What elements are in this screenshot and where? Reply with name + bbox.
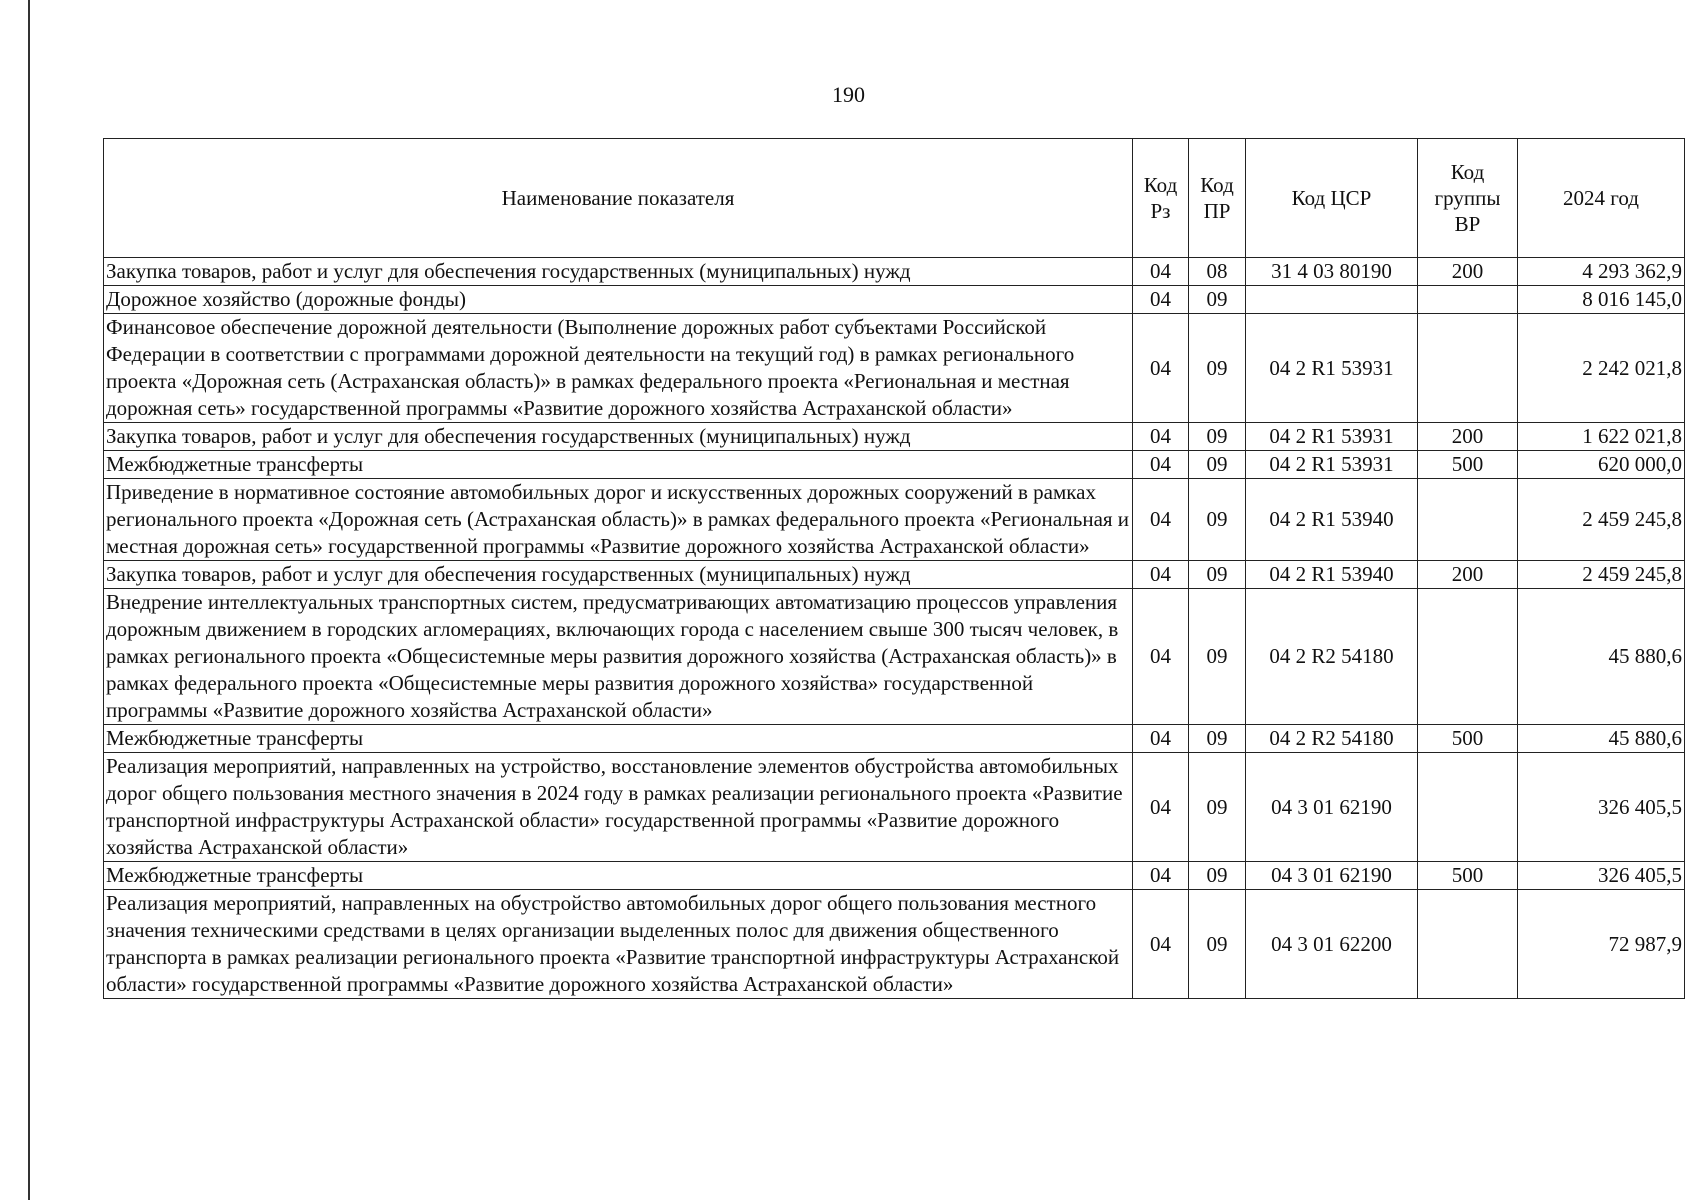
- row-csr: 04 2 R2 54180: [1246, 589, 1418, 725]
- row-csr: 04 2 R1 53931: [1246, 423, 1418, 451]
- table-row: [104, 890, 1685, 999]
- row-vr: 500: [1418, 725, 1518, 753]
- row-csr: 04 2 R1 53940: [1246, 561, 1418, 589]
- row-rz: 04: [1133, 314, 1189, 423]
- row-rz: 04: [1133, 479, 1189, 561]
- header-name: Наименование показателя: [104, 139, 1133, 258]
- row-pr: 09: [1189, 561, 1246, 589]
- row-vr: [1418, 890, 1518, 999]
- row-name: Реализация мероприятий, направленных на устройство, восстановление элементов обустройства автомобильных дорог общего пользования местного значения в 2024 году в рамках реализации регионального проекта «Развитие транспортной инфраструктуры Астраханской области» государственной программы «Развитие дорожного хозяйства Астраханской области»: [104, 753, 1133, 862]
- table-row: [104, 862, 1685, 890]
- row-rz: 04: [1133, 725, 1189, 753]
- row-pr: 09: [1189, 890, 1246, 999]
- row-rz: 04: [1133, 753, 1189, 862]
- row-amount: 1 622 021,8: [1518, 423, 1685, 451]
- row-pr: 09: [1189, 423, 1246, 451]
- row-rz: 04: [1133, 561, 1189, 589]
- row-csr: 04 3 01 62190: [1246, 862, 1418, 890]
- table-row: [104, 589, 1685, 725]
- row-amount: 326 405,5: [1518, 753, 1685, 862]
- row-name: Внедрение интеллектуальных транспортных систем, предусматривающих автоматизацию процессов управления дорожным движением в городских агломерациях, включающих города с населением свыше 300 тысяч человек, в рамках регионального проекта «Общесистемные меры развития дорожного хозяйства (Астраханская область)» в рамках федерального проекта «Общесистемные меры развития дорожного хозяйства» государственной программы «Развитие дорожного хозяйства Астраханской области»: [104, 589, 1133, 725]
- row-name: Финансовое обеспечение дорожной деятельности (Выполнение дорожных работ субъектами Российской Федерации в соответствии с программами дорожной деятельности на текущий год) в рамках регионального проекта «Дорожная сеть (Астраханская область)» в рамках федерального проекта «Региональная и местная дорожная сеть» государственной программы «Развитие дорожного хозяйства Астраханской области»: [104, 314, 1133, 423]
- row-rz: 04: [1133, 862, 1189, 890]
- header-year: 2024 год: [1518, 139, 1685, 258]
- budget-table: [103, 138, 1685, 999]
- header-rz: Код Рз: [1133, 139, 1189, 258]
- table-row: [104, 258, 1685, 286]
- row-pr: 09: [1189, 479, 1246, 561]
- table-row: [104, 423, 1685, 451]
- row-vr: [1418, 589, 1518, 725]
- row-vr: 200: [1418, 561, 1518, 589]
- row-csr: 04 2 R2 54180: [1246, 725, 1418, 753]
- row-amount: 2 459 245,8: [1518, 479, 1685, 561]
- row-csr: 04 2 R1 53931: [1246, 314, 1418, 423]
- row-name: Дорожное хозяйство (дорожные фонды): [104, 286, 1133, 314]
- row-vr: 200: [1418, 423, 1518, 451]
- table-row: [104, 314, 1685, 423]
- row-amount: 72 987,9: [1518, 890, 1685, 999]
- row-pr: 09: [1189, 314, 1246, 423]
- row-rz: 04: [1133, 286, 1189, 314]
- row-amount: 620 000,0: [1518, 451, 1685, 479]
- row-amount: 2 242 021,8: [1518, 314, 1685, 423]
- header-row: [104, 139, 1685, 258]
- row-csr: 31 4 03 80190: [1246, 258, 1418, 286]
- row-vr: [1418, 314, 1518, 423]
- row-amount: 45 880,6: [1518, 589, 1685, 725]
- row-pr: 09: [1189, 725, 1246, 753]
- header-vr: Код группы ВР: [1418, 139, 1518, 258]
- row-csr: 04 3 01 62190: [1246, 753, 1418, 862]
- row-name: Реализация мероприятий, направленных на обустройство автомобильных дорог общего пользования местного значения техническими средствами в целях организации выделенных полос для движения общественного транспорта в рамках реализации регионального проекта «Развитие транспортной инфраструктуры Астраханской области» государственной программы «Развитие дорожного хозяйства Астраханской области»: [104, 890, 1133, 999]
- row-amount: 4 293 362,9: [1518, 258, 1685, 286]
- row-rz: 04: [1133, 890, 1189, 999]
- row-amount: 45 880,6: [1518, 725, 1685, 753]
- row-name: Межбюджетные трансферты: [104, 862, 1133, 890]
- row-pr: 09: [1189, 589, 1246, 725]
- row-rz: 04: [1133, 589, 1189, 725]
- row-name: Закупка товаров, работ и услуг для обеспечения государственных (муниципальных) нужд: [104, 258, 1133, 286]
- row-rz: 04: [1133, 423, 1189, 451]
- row-name: Межбюджетные трансферты: [104, 451, 1133, 479]
- row-vr: [1418, 753, 1518, 862]
- table-row: [104, 451, 1685, 479]
- row-csr: 04 3 01 62200: [1246, 890, 1418, 999]
- row-vr: [1418, 479, 1518, 561]
- row-pr: 09: [1189, 451, 1246, 479]
- row-amount: 326 405,5: [1518, 862, 1685, 890]
- row-vr: 500: [1418, 862, 1518, 890]
- row-csr: [1246, 286, 1418, 314]
- row-rz: 04: [1133, 451, 1189, 479]
- row-pr: 09: [1189, 286, 1246, 314]
- row-csr: 04 2 R1 53940: [1246, 479, 1418, 561]
- header-csr: Код ЦСР: [1246, 139, 1418, 258]
- table-row: [104, 479, 1685, 561]
- header-pr: Код ПР: [1189, 139, 1246, 258]
- row-pr: 08: [1189, 258, 1246, 286]
- row-name: Закупка товаров, работ и услуг для обеспечения государственных (муниципальных) нужд: [104, 423, 1133, 451]
- row-name: Межбюджетные трансферты: [104, 725, 1133, 753]
- table-row: [104, 286, 1685, 314]
- table-row: [104, 725, 1685, 753]
- page-number: 190: [832, 82, 865, 107]
- row-name: Приведение в нормативное состояние автомобильных дорог и искусственных дорожных сооружений в рамках регионального проекта «Дорожная сеть (Астраханская область)» в рамках федерального проекта «Региональная и местная дорожная сеть» государственной программы «Развитие дорожного хозяйства Астраханской области»: [104, 479, 1133, 561]
- row-pr: 09: [1189, 753, 1246, 862]
- row-amount: 8 016 145,0: [1518, 286, 1685, 314]
- row-name: Закупка товаров, работ и услуг для обеспечения государственных (муниципальных) нужд: [104, 561, 1133, 589]
- row-vr: 500: [1418, 451, 1518, 479]
- row-rz: 04: [1133, 258, 1189, 286]
- row-vr: 200: [1418, 258, 1518, 286]
- row-amount: 2 459 245,8: [1518, 561, 1685, 589]
- row-pr: 09: [1189, 862, 1246, 890]
- table-row: [104, 753, 1685, 862]
- table-row: [104, 561, 1685, 589]
- binding-line: [28, 0, 30, 1200]
- row-vr: [1418, 286, 1518, 314]
- row-csr: 04 2 R1 53931: [1246, 451, 1418, 479]
